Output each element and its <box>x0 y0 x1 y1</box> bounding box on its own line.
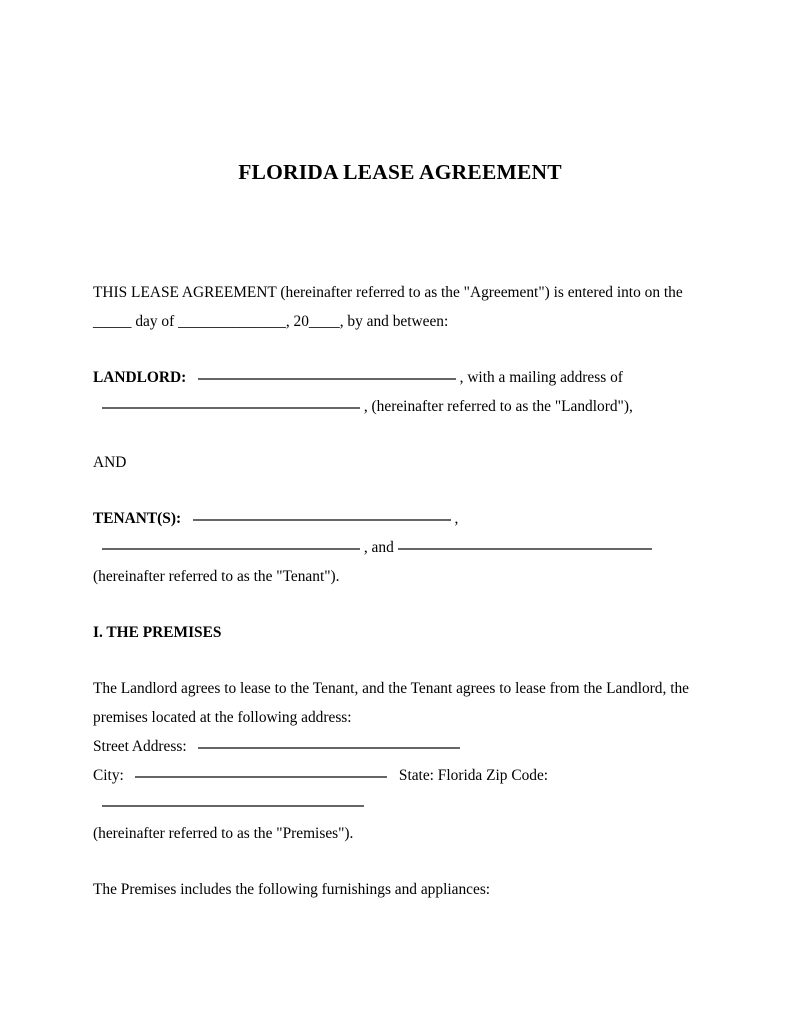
tenant-name-row <box>93 504 711 533</box>
blank-month[interactable]: ______________ <box>178 313 286 330</box>
furnishings-text: The Premises includes the following furnishings and appliances: <box>93 881 491 898</box>
city-blank[interactable] <box>135 776 387 778</box>
tenant-colon: : <box>175 510 182 527</box>
intro-text-year-prefix: , 20 <box>285 313 309 330</box>
landlord-address-row <box>93 392 711 421</box>
spacer <box>93 591 711 618</box>
intro-paragraph-line2 <box>93 307 711 336</box>
intro-text-tail: , by and between: <box>339 313 449 330</box>
tenant-label: TENANT(S) <box>93 510 176 527</box>
landlord-name-row <box>93 363 711 392</box>
spacer <box>93 421 711 448</box>
intro-paragraph-line1 <box>93 278 711 307</box>
city-label: City: <box>93 767 124 784</box>
zip-code-row <box>93 790 711 819</box>
zip-code-blank[interactable] <box>102 805 364 807</box>
section-heading-premises: I. THE PREMISES <box>93 624 222 641</box>
landlord-after-name-text: , with a mailing address of <box>459 369 623 386</box>
page-title: FLORIDA LEASE AGREEMENT <box>238 160 562 184</box>
spacer <box>93 477 711 504</box>
state-zip-label: State: Florida Zip Code: <box>398 767 549 784</box>
landlord-name-blank[interactable] <box>198 378 456 380</box>
premises-body-line2: premises located at the following address: <box>93 709 352 726</box>
city-state-zip-row <box>93 761 711 790</box>
street-address-row <box>93 732 711 761</box>
tenant-closing-text: (hereinafter referred to as the "Tenant"). <box>93 568 340 585</box>
intro-text-day-of: day of <box>131 313 179 330</box>
landlord-label: LANDLORD <box>93 369 182 386</box>
landlord-after-address-text: , (hereinafter referred to as the "Landlord"), <box>363 398 633 415</box>
tenant-name-blank-2[interactable] <box>102 548 360 550</box>
premises-closing-text: (hereinafter referred to as the "Premises"). <box>93 825 354 842</box>
spacer <box>93 647 711 674</box>
landlord-address-blank[interactable] <box>102 407 360 409</box>
street-address-blank[interactable] <box>198 747 460 749</box>
tenant-name-blank-1[interactable] <box>193 519 451 521</box>
premises-body-line1: The Landlord agrees to lease to the Tenant, and the Tenant agrees to lease from the Landlord, the <box>93 680 690 697</box>
spacer <box>93 848 711 875</box>
tenant-conjunction-text: , and <box>363 539 394 556</box>
tenant-after-first-text: , <box>454 510 459 527</box>
tenant-name-blank-3[interactable] <box>398 548 652 550</box>
street-address-label: Street Address: <box>93 738 187 755</box>
blank-year[interactable]: ____ <box>308 313 340 330</box>
landlord-colon: : <box>181 369 187 386</box>
blank-day[interactable]: _____ <box>93 313 132 330</box>
and-separator: AND <box>93 454 127 471</box>
tenant-names-row-2 <box>93 533 711 562</box>
document-body <box>93 278 711 904</box>
intro-text-line1: THIS LEASE AGREEMENT (hereinafter referred to as the "Agreement") is entered into on the <box>93 284 683 301</box>
spacer <box>93 336 711 363</box>
